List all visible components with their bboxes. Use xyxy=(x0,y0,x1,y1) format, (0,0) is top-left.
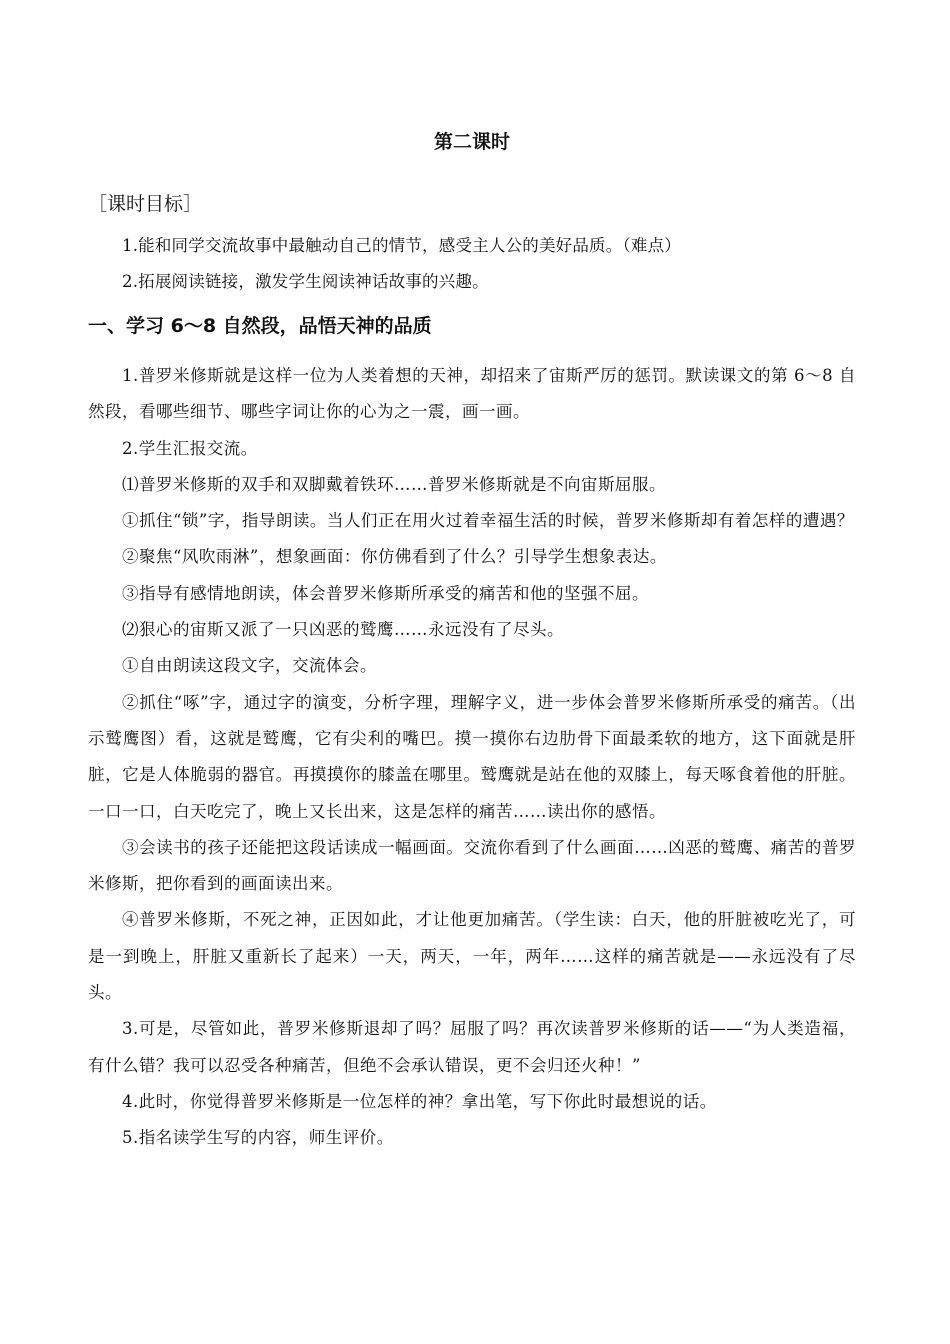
paragraph: ①自由朗读这段文字，交流体会。 xyxy=(122,656,377,676)
paragraph: 3.可是，尽管如此，普罗米修斯退却了吗？屈服了吗？再次读普罗米修斯的话——“为人类造福，有什么错？我可以忍受各种痛苦，但绝不会承认错误，更不会归还火种！” xyxy=(88,1019,856,1075)
paragraph: ②抓住“啄”字，通过字的演变，分析字理，理解字义，进一步体会普罗米修斯所承受的痛苦。（出示鹫鹰图）看，这就是鹫鹰，它有尖利的嘴巴。摸一摸你右边肋骨下面最柔软的地方，这下面就是肝脏，它是人体脆弱的器官。再摸摸你的膝盖在哪里。鹫鹰就是站在他的双膝上，每天啄食着他的肝脏。一口一口，白天吃完了，晚上又长出来，这是怎样的痛苦……读出你的感悟。 xyxy=(88,692,856,821)
section-content xyxy=(88,358,856,1157)
paragraph: 2.学生汇报交流。 xyxy=(122,438,258,458)
paragraph: 4.此时，你觉得普罗米修斯是一位怎样的神？拿出笔，写下你此时最想说的话。 xyxy=(122,1091,717,1111)
paragraph: ②聚焦“风吹雨淋”，想象画面：你仿佛看到了什么？引导学生想象表达。 xyxy=(122,547,667,567)
paragraph: ⑵狠心的宙斯又派了一只凶恶的鹫鹰……永远没有了尽头。 xyxy=(122,620,564,640)
paragraph: ⑴普罗米修斯的双手和双脚戴着铁环……普罗米修斯就是不向宙斯屈服。 xyxy=(122,474,666,494)
paragraph: ①抓住“锁”字，指导朗读。当人们正在用火过着幸福生活的时候，普罗米修斯却有着怎样的遭遇？ xyxy=(122,511,854,531)
page-title: 第二课时 xyxy=(433,131,510,153)
paragraph: ③指导有感情地朗读，体会普罗米修斯所承受的痛苦和他的坚强不屈。 xyxy=(122,583,649,603)
paragraph: ③会读书的孩子还能把这段话读成一幅画面。交流你看到了什么画面……凶恶的鹫鹰、痛苦的普罗米修斯，把你看到的画面读出来。 xyxy=(88,837,856,894)
goals-heading: ［课时目标］ xyxy=(88,193,203,215)
goals-list xyxy=(88,228,856,300)
paragraph: 5.指名读学生写的内容，师生评价。 xyxy=(122,1128,394,1148)
paragraph: 1.普罗米修斯就是这样一位为人类着想的天神，却招来了宙斯严厉的惩罚。默读课文的第 6～8 自然段，看哪些细节、哪些字词让你的心为之一震，画一画。 xyxy=(88,366,856,422)
goal-item: 2.拓展阅读链接，激发学生阅读神话故事的兴趣。 xyxy=(122,272,489,291)
goal-item: 1.能和同学交流故事中最触动自己的情节，感受主人公的美好品质。（难点） xyxy=(122,236,681,255)
section-heading: 一、学习 6～8 自然段，品悟天神的品质 xyxy=(88,315,432,337)
paragraph: ④普罗米修斯，不死之神，正因如此，才让他更加痛苦。（学生读：白天，他的肝脏被吃光了，可是一到晚上，肝脏又重新长了起来）一天，两天，一年，两年……这样的痛苦就是——永远没有了尽头。 xyxy=(88,910,856,1003)
